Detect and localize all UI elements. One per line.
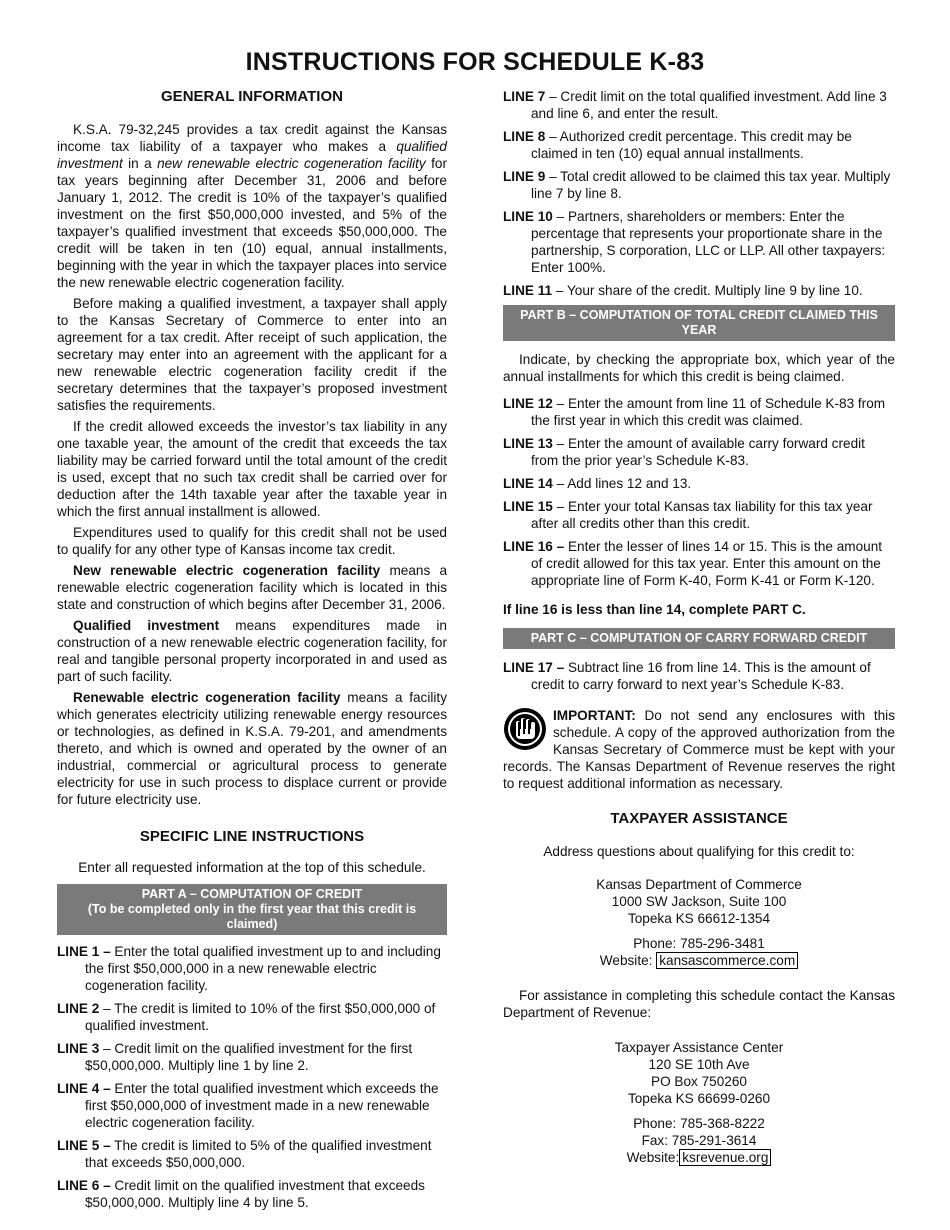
line-6: LINE 6 – Credit limit on the qualified investment that exceeds $50,000,000. Multiply line 4 by line 5. xyxy=(57,1178,425,1210)
assistance-intro-2: For assistance in completing this schedule contact the Kansas Department of Revenue: xyxy=(503,988,895,1020)
line-11: LINE 11 – Your share of the credit. Multiply line 9 by line 10. xyxy=(503,283,863,298)
line-4: LINE 4 – Enter the total qualified investment which exceeds the first $50,000,000 of investment made in a new renewable electric cogeneration facility. xyxy=(57,1081,439,1130)
important-notice: IMPORTANT: Do not send any enclosures with this schedule. A copy of the approved authorization from the Kansas Secretary of Commerce must be kept with your records. The Kansas Department of Revenue reserves the right to request additional information as necessary. xyxy=(503,708,895,791)
part-a-bar: PART A – COMPUTATION OF CREDIT (To be completed only in the first year that this credit is claimed) xyxy=(57,884,447,935)
commerce-website-row: Website: kansascommerce.com xyxy=(503,952,895,969)
if-line-16-note: If line 16 is less than line 14, complete PART C. xyxy=(503,602,806,617)
line-3: LINE 3 – Credit limit on the qualified investment for the first $50,000,000. Multiply line 1 by line 2. xyxy=(57,1041,413,1073)
line-5: LINE 5 – The credit is limited to 5% of the qualified investment that exceeds $50,000,000. xyxy=(57,1138,432,1170)
commerce-street: 1000 SW Jackson, Suite 100 xyxy=(611,894,787,909)
assistance-intro-1: Address questions about qualifying for this credit to: xyxy=(543,844,855,859)
line-15: LINE 15 – Enter your total Kansas tax liability for this tax year after all credits other than this credit. xyxy=(503,499,873,531)
part-c-bar: PART C – COMPUTATION OF CARRY FORWARD CREDIT xyxy=(503,628,895,649)
line-8: LINE 8 – Authorized credit percentage. This credit may be claimed in ten (10) equal annual installments. xyxy=(503,129,852,161)
revenue-fax: Fax: 785-291-3614 xyxy=(641,1133,757,1148)
specific-intro: Enter all requested information at the top of this schedule. xyxy=(78,860,426,875)
left-column xyxy=(57,88,447,1217)
line-2: LINE 2 – The credit is limited to 10% of the first $50,000,000 of qualified investment. xyxy=(57,1001,436,1033)
revenue-city: Topeka KS 66699-0260 xyxy=(627,1091,771,1106)
definition-new-facility: New renewable electric cogeneration facility means a renewable electric cogeneration facility which is located in this state and construction of which begins after December 31, 2006. xyxy=(57,563,447,612)
commerce-address xyxy=(503,876,895,969)
revenue-name: Taxpayer Assistance Center xyxy=(614,1040,784,1055)
right-column xyxy=(503,88,895,1166)
revenue-website-link[interactable]: ksrevenue.org xyxy=(679,1149,771,1166)
line-16: LINE 16 – Enter the lesser of lines 14 or 15. This is the amount of credit allowed for this tax year. Enter this amount on the appropriate line of Form K-40, Form K-41 or Form K-120. xyxy=(503,539,883,588)
line-17: LINE 17 – Subtract line 16 from line 14. This is the amount of credit to carry forward to next year’s Schedule K-83. xyxy=(503,660,871,692)
line-9: LINE 9 – Total credit allowed to be claimed this tax year. Multiply line 7 by line 8. xyxy=(503,169,891,201)
stop-hand-icon xyxy=(503,707,547,751)
general-paragraph-2: Before making a qualified investment, a taxpayer shall apply to the Kansas Secretary of Commerce to enter into an agreement for a tax credit. After receipt of such application, the secretary may enter into an agreement with the applicant for a new renewable electric cogeneration facility credit if the secretary determines that the taxpayer’s proposed investment satisfies the requirements. xyxy=(57,296,447,413)
commerce-website-link[interactable]: kansascommerce.com xyxy=(656,952,798,969)
general-paragraph-4: Expenditures used to qualify for this credit shall not be used to qualify for any other type of Kansas income tax credit. xyxy=(57,525,447,557)
line-12: LINE 12 – Enter the amount from line 11 of Schedule K-83 from the first year in which this credit was claimed. xyxy=(503,396,886,428)
line-7: LINE 7 – Credit limit on the total qualified investment. Add line 3 and line 6, and enter the result. xyxy=(503,89,887,121)
part-b-bar: PART B – COMPUTATION OF TOTAL CREDIT CLAIMED THIS YEAR xyxy=(503,305,895,341)
revenue-street: 120 SE 10th Ave xyxy=(648,1057,750,1072)
commerce-city: Topeka KS 66612-1354 xyxy=(627,911,771,926)
general-information-heading: GENERAL INFORMATION xyxy=(161,88,343,105)
line-1: LINE 1 – Enter the total qualified investment up to and including the first $50,000,000 in a new renewable electric cogeneration facility. xyxy=(57,944,441,993)
line-10: LINE 10 – Partners, shareholders or members: Enter the percentage that represents your proportionate share in the partnership, S corporation, LLC or LLP. All other taxpayers: Enter 100%. xyxy=(503,209,886,275)
revenue-po: PO Box 750260 xyxy=(651,1074,747,1089)
taxpayer-assistance-heading: TAXPAYER ASSISTANCE xyxy=(610,810,788,827)
general-paragraph-3: If the credit allowed exceeds the investor’s tax liability in any one taxable year, the amount of the credit that exceeds the tax liability may be carried forward until the total amount of the credit is used, except that no such tax credit shall be carried over for deduction after the 14th taxable year after the taxable year in which the first annual installment is allowed. xyxy=(57,419,447,519)
definition-renewable-facility: Renewable electric cogeneration facility means a facility which generates electricity utilizing renewable energy resources or technologies, as defined in K.S.A. 79-201, and amendments thereto, and which is owned and operated by the owner of an industrial, commercial or agricultural process to generate electricity for use in such process to displace current or provide for future electricity use. xyxy=(57,690,447,807)
revenue-phone: Phone: 785-368-8222 xyxy=(633,1116,765,1131)
commerce-phone: Phone: 785-296-3481 xyxy=(633,936,765,951)
commerce-name: Kansas Department of Commerce xyxy=(596,877,802,892)
part-b-intro: Indicate, by checking the appropriate box, which year of the annual installments for which this credit is being claimed. xyxy=(503,352,895,384)
definition-qualified-investment: Qualified investment means expenditures made in construction of a new renewable electric cogeneration facility, for real and tangible personal property incorporated in and used as part of such facility. xyxy=(57,618,447,684)
general-paragraph-1: K.S.A. 79-32,245 provides a tax credit against the Kansas income tax liability of a taxpayer who makes a qualified investment in a new renewable electric cogeneration facility for tax years beginning after December 31, 2006 and before January 1, 2012. The credit is 10% of the taxpayer’s qualified investment on the first $50,000,000 invested, and 5% of the taxpayer’s qualified investment that exceeds $50,000,000. The credit will be taken in ten (10) equal, annual installments, beginning with the year in which the taxpayer places into service the new renewable electric cogeneration facility. xyxy=(57,122,447,290)
specific-line-instructions-heading: SPECIFIC LINE INSTRUCTIONS xyxy=(139,828,365,845)
line-13: LINE 13 – Enter the amount of available carry forward credit from the prior year’s Schedule K-83. xyxy=(503,436,865,468)
revenue-website-row: Website: ksrevenue.org xyxy=(503,1149,895,1166)
revenue-address xyxy=(503,1039,895,1166)
page-title: INSTRUCTIONS FOR SCHEDULE K-83 xyxy=(245,48,705,76)
line-14: LINE 14 – Add lines 12 and 13. xyxy=(503,476,692,491)
